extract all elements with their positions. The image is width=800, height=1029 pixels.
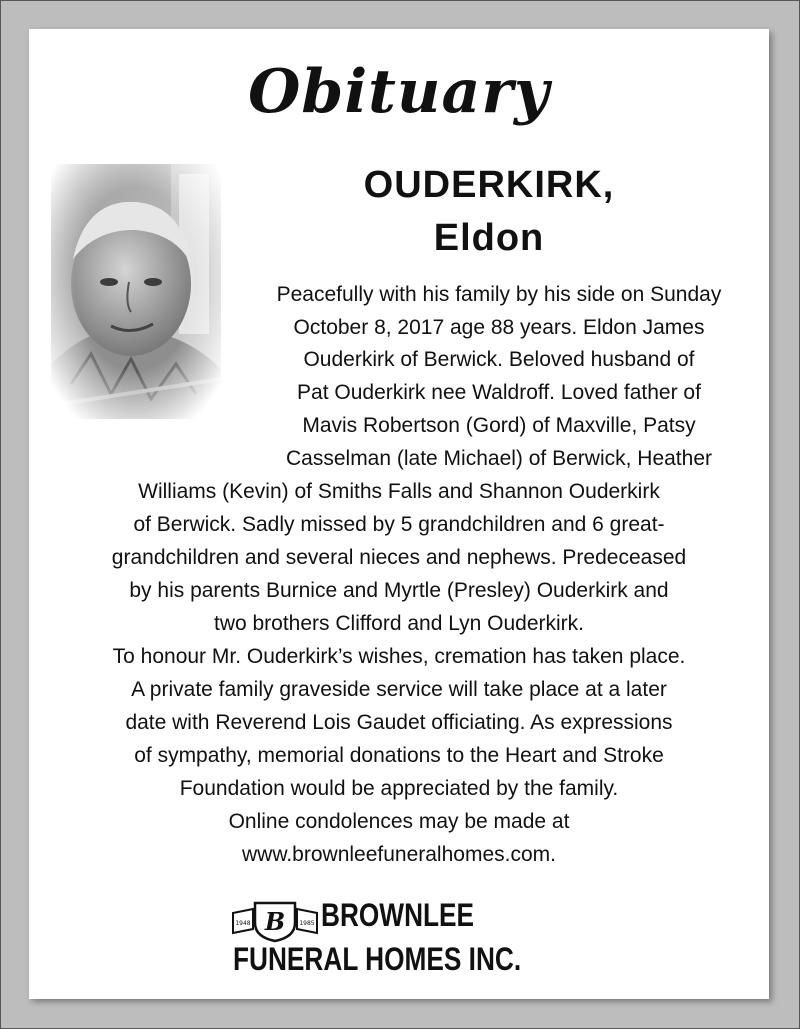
body-line: Williams (Kevin) of Smiths Falls and Shannon Ouderkirk bbox=[138, 480, 660, 503]
body-line: date with Reverend Lois Gaudet officiating. As expressions bbox=[125, 711, 673, 734]
logo-line-1: BROWNLEE bbox=[321, 897, 475, 933]
body-line: of Berwick. Sadly missed by 5 grandchildren and 6 great- bbox=[133, 513, 665, 536]
given-name: Eldon bbox=[433, 217, 545, 259]
obituary-heading: Obituary bbox=[248, 57, 550, 127]
body-line: two brothers Clifford and Lyn Ouderkirk. bbox=[213, 612, 584, 635]
surname: OUDERKIRK, bbox=[363, 164, 615, 206]
body-line: Foundation would be appreciated by the family. bbox=[179, 777, 619, 800]
portrait-photo bbox=[51, 164, 221, 419]
body-line: of sympathy, memorial donations to the Heart and Stroke bbox=[134, 744, 664, 767]
body-line: by his parents Burnice and Myrtle (Presley) Ouderkirk and bbox=[129, 579, 669, 602]
crest-letter: B bbox=[264, 907, 286, 936]
logo-line-2: FUNERAL HOMES INC. bbox=[233, 941, 522, 977]
crest-left-year: 1948 bbox=[235, 920, 251, 927]
body-line: www.brownleefuneralhomes.com. bbox=[242, 843, 556, 866]
body-line: Ouderkirk of Berwick. Beloved husband of bbox=[303, 348, 695, 371]
body-line: Pat Ouderkirk nee Waldroff. Loved father of bbox=[297, 381, 701, 404]
body-line: To honour Mr. Ouderkirk’s wishes, cremation has taken place. bbox=[112, 645, 686, 668]
body-line: Mavis Robertson (Gord) of Maxville, Patsy bbox=[302, 414, 696, 437]
body-line: Peacefully with his family by his side on Sunday bbox=[276, 283, 722, 306]
body-line: Online condolences may be made at bbox=[228, 810, 570, 833]
body-line: A private family graveside service will take place at a later bbox=[131, 678, 667, 701]
funeral-home-logo bbox=[229, 897, 589, 987]
body-line: October 8, 2017 age 88 years. Eldon James bbox=[293, 316, 705, 339]
body-line: grandchildren and several nieces and nephews. Predeceased bbox=[111, 546, 687, 569]
crest-right-year: 1985 bbox=[299, 920, 315, 927]
body-line: Casselman (late Michael) of Berwick, Heather bbox=[286, 447, 712, 470]
obituary-card bbox=[29, 29, 769, 999]
crest-icon bbox=[231, 899, 319, 943]
